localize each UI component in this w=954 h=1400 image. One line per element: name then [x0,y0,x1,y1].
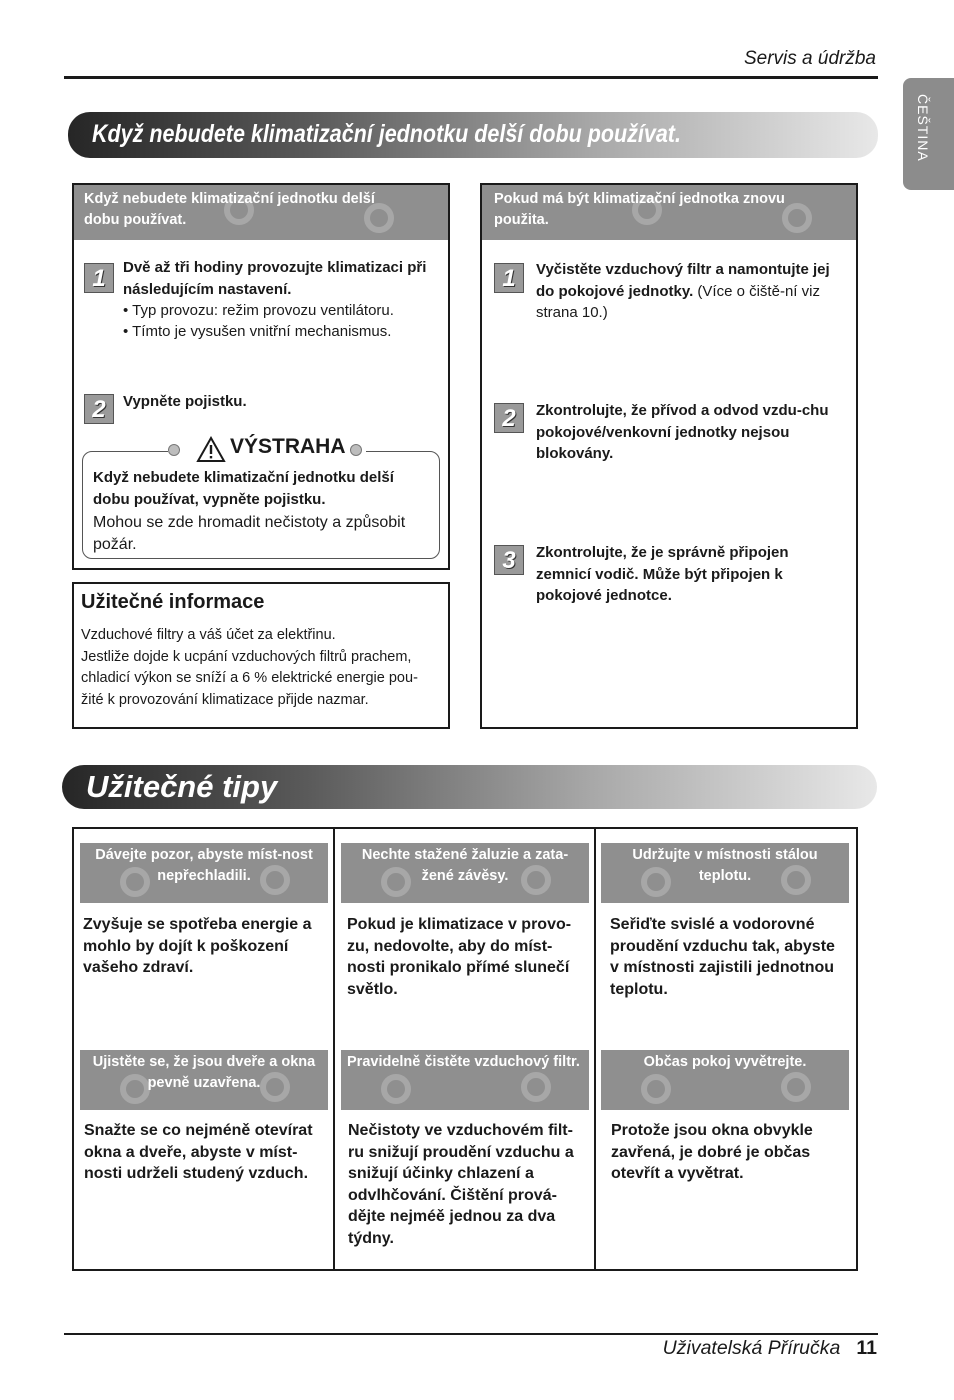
tip-header-text: Udržujte v místnosti stálou teplotu. [632,847,818,884]
reuse-panel-header [482,185,856,240]
tip-body: Protože jsou okna obvykle zavřená, je dobré je občas otevřít a vyvětrat. [611,1122,813,1182]
useful-info-line: chladicí výkon se sníží a 6 % elektrické energie pou- [81,670,418,686]
running-header: Servis a údržba [743,48,876,69]
tip-header-text: Ujistěte se, že jsou dveře a okna pevně uzavřena. [92,1054,316,1091]
useful-info-body [81,625,443,711]
tips-column-divider [333,829,335,1269]
section-banner-tips [62,765,877,809]
warning-triangle-icon [196,436,226,463]
reuse-step-1-bold: Vyčistěte vzduchový filtr a namontujte jej do pokojové jednotky. [536,261,830,300]
warning-dot-right [350,444,362,456]
storage-step-2-text: Vypněte pojistku. [123,393,247,410]
step-number-2: 2 [494,403,524,433]
useful-info-line: žité k provozování klimatizace přijde nazmar. [81,691,369,708]
storage-step-1-bullet-2: • Tímto je vysušen vnitřní mechanismus. [123,323,392,340]
warning-bold-text: Když nebudete klimatizační jednotku delší dobu používat, vypněte pojistku. [93,469,394,508]
tips-column-divider [594,829,596,1269]
tip-header [601,843,849,903]
tip-body: Snažte se co nejméně otevírat okna a dveře, abyste v míst-nosti udrželi studený vzduch. [84,1122,313,1182]
reuse-step-2-text: Zkontrolujte, že přívod a odvod vzdu-chu pokojové/venkovní jednotky nejsou blokovány. [536,402,829,462]
storage-panel-header-text: Když nebudete klimatizační jednotku delší dobu používat. [84,191,375,228]
tip-header [341,843,589,903]
header-rule [64,76,878,79]
tip-header [80,1050,328,1110]
section-title-tips: Užitečné tipy [86,769,278,804]
useful-info-title: Užitečné informace [81,591,265,613]
useful-info-line: Jestliže dojde k ucpání vzduchových filtrů prachem, [81,648,412,665]
storage-step-1-bullet-1: • Typ provozu: režim provozu ventilátoru. [123,302,394,319]
warning-title-bar [168,434,366,466]
reuse-panel-header-text: Pokud má být klimatizační jednotka znovu použita. [494,191,785,228]
reuse-step-3-text: Zkontrolujte, že je správně připojen zemnicí vodič. Může být připojen k pokojové jednotce. [536,544,789,604]
reuse-step-1-text [536,259,844,324]
footer [663,1337,877,1360]
storage-panel-header [74,185,448,240]
footer-label: Uživatelská Příručka [662,1337,841,1359]
tip-body: Pokud je klimatizace v provo-zu, nedovolte, aby do míst-nosti pronikalo přímé slunečí světlo. [347,916,572,998]
tip-header-text: Občas pokoj vyvětrejte. [643,1054,807,1070]
reuse-step-1-note: (Více o čiště-ní viz strana 10.) [536,282,820,321]
tip-body: Seřiďte svislé a vodorovné proudění vzduchu tak, abyste v místnosti zajistili jednotnou teplotu. [610,916,835,998]
tip-header [80,843,328,903]
tip-body: Nečistoty ve vzduchovém filt-ru snižují proudění vzduchu a snižují účinky chlazení a odvlhčování. Čištění prová-dějte nejméě jednou za dva týdny. [348,1122,574,1247]
step-number-2: 2 [84,394,114,424]
tip-body: Zvyšuje se spotřeba energie a mohlo by dojít k poškození vašeho zdraví. [83,916,312,976]
tip-header [601,1050,849,1110]
tip-header [341,1050,589,1110]
tip-header-text: Dávejte pozor, abyste míst-nost nepřechladili. [95,847,313,884]
warning-dot-left [168,444,180,456]
storage-step-1-text: Dvě až tři hodiny provozujte klimatizaci při následujícím nastavení. [123,259,427,298]
section-banner-storage [68,112,878,158]
step-number-1: 1 [84,263,114,293]
language-tab-label: ČEŠTINA [915,94,931,162]
language-tab [903,78,954,190]
tip-header-text: Pravidelně čistěte vzduchový filtr. [347,1054,580,1070]
step-number-1: 1 [494,263,524,293]
warning-title: VÝSTRAHA [230,435,346,458]
footer-rule [64,1333,878,1335]
page-number: 11 [856,1337,877,1359]
warning-text: Mohou se zde hromadit nečistoty a způsobit požár. [93,514,406,553]
section-title-storage: Když nebudete klimatizační jednotku delší dobu používat. [92,120,681,148]
useful-info-line: Vzduchové filtry a váš účet za elektřinu. [81,627,336,643]
tip-header-text: Nechte stažené žaluzie a zata-žené závěsy. [361,847,569,884]
step-number-3: 3 [494,545,524,575]
